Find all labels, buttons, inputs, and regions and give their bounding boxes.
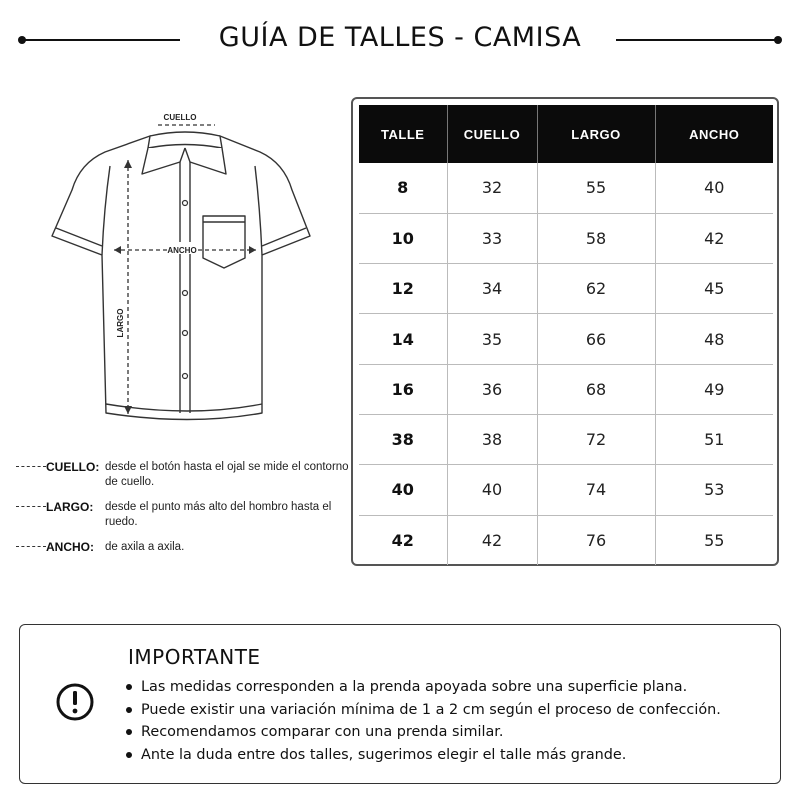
shirt-icon	[10, 108, 340, 428]
table-row	[359, 364, 773, 414]
cell-largo: 62	[537, 264, 655, 314]
cell-ancho: 48	[655, 314, 773, 364]
table-row	[359, 163, 773, 213]
cell-talle: 8	[359, 163, 447, 213]
legend-term: CUELLO:	[46, 460, 100, 474]
header-dot-right	[774, 36, 782, 44]
list-item	[124, 699, 721, 722]
table-row	[359, 314, 773, 364]
legend-desc: desde el punto más alto del hombro hasta el ruedo.	[105, 501, 332, 528]
list-item	[124, 744, 721, 767]
legend-desc: desde el botón hasta el ojal se mide el contorno de cuello.	[105, 461, 349, 488]
cell-largo: 72	[537, 414, 655, 464]
cell-ancho: 53	[655, 465, 773, 515]
important-list	[124, 676, 721, 766]
cell-talle: 10	[359, 213, 447, 263]
cell-talle: 42	[359, 515, 447, 565]
legend-term: ANCHO:	[46, 540, 94, 554]
cell-talle: 14	[359, 314, 447, 364]
cell-cuello: 42	[447, 515, 537, 565]
bullet-icon	[126, 684, 132, 690]
legend-dash	[16, 546, 46, 547]
cell-talle: 12	[359, 264, 447, 314]
legend-item-cuello	[16, 460, 349, 496]
cell-ancho: 51	[655, 414, 773, 464]
column-header-ancho: ANCHO	[655, 105, 773, 163]
important-notice	[19, 624, 781, 784]
column-header-cuello: CUELLO	[447, 105, 537, 163]
cell-largo: 68	[537, 364, 655, 414]
legend-item-ancho	[16, 540, 346, 576]
list-item	[124, 721, 721, 744]
shirt-illustration	[10, 108, 340, 428]
legend-desc: de axila a axila.	[105, 541, 185, 553]
legend-term: LARGO:	[46, 500, 94, 514]
important-title: IMPORTANTE	[128, 645, 261, 669]
cell-ancho: 42	[655, 213, 773, 263]
list-item-text: Las medidas corresponden a la prenda apoyada sobre una superficie plana.	[141, 679, 688, 695]
cell-cuello: 34	[447, 264, 537, 314]
table-header-row	[359, 105, 773, 163]
exclamation-circle-icon	[54, 681, 96, 723]
page-header	[0, 18, 800, 62]
column-header-largo: LARGO	[537, 105, 655, 163]
cell-talle: 40	[359, 465, 447, 515]
table-row	[359, 414, 773, 464]
cell-cuello: 36	[447, 364, 537, 414]
measure-legend	[16, 460, 349, 580]
header-line-left	[22, 39, 180, 41]
cell-ancho: 49	[655, 364, 773, 414]
largo-label: LARGO	[116, 308, 125, 338]
cell-largo: 76	[537, 515, 655, 565]
table-row	[359, 515, 773, 565]
page-title: GUÍA DE TALLES - CAMISA	[218, 22, 582, 53]
size-table-container	[351, 97, 779, 566]
cell-largo: 55	[537, 163, 655, 213]
list-item-text: Ante la duda entre dos talles, sugerimos elegir el talle más grande.	[141, 746, 627, 763]
table-row	[359, 465, 773, 515]
legend-dash	[16, 506, 46, 507]
cell-largo: 66	[537, 314, 655, 364]
list-item-text: Recomendamos comparar con una prenda similar.	[141, 724, 504, 740]
cell-talle: 38	[359, 414, 447, 464]
size-table	[359, 105, 773, 565]
cell-cuello: 38	[447, 414, 537, 464]
cell-cuello: 33	[447, 213, 537, 263]
legend-dash	[16, 466, 46, 467]
list-item	[124, 676, 721, 699]
list-item-text: Puede existir una variación mínima de 1 a 2 cm según el proceso de confección.	[141, 701, 721, 718]
cell-largo: 74	[537, 465, 655, 515]
bullet-icon	[126, 707, 132, 713]
bullet-icon	[126, 752, 132, 758]
ancho-label: ANCHO	[167, 246, 197, 255]
column-header-talle: TALLE	[359, 105, 447, 163]
cell-ancho: 55	[704, 530, 725, 550]
cuello-label: CUELLO	[163, 113, 197, 122]
cell-ancho: 40	[655, 163, 773, 213]
cell-cuello: 35	[447, 314, 537, 364]
cell-cuello: 40	[447, 465, 537, 515]
cell-talle: 16	[359, 364, 447, 414]
cell-largo: 58	[537, 213, 655, 263]
bullet-icon	[126, 729, 132, 735]
legend-item-largo	[16, 500, 346, 536]
header-line-right	[616, 39, 776, 41]
cell-cuello: 32	[447, 163, 537, 213]
cell-ancho: 45	[655, 264, 773, 314]
table-row	[359, 213, 773, 263]
table-row	[359, 264, 773, 314]
